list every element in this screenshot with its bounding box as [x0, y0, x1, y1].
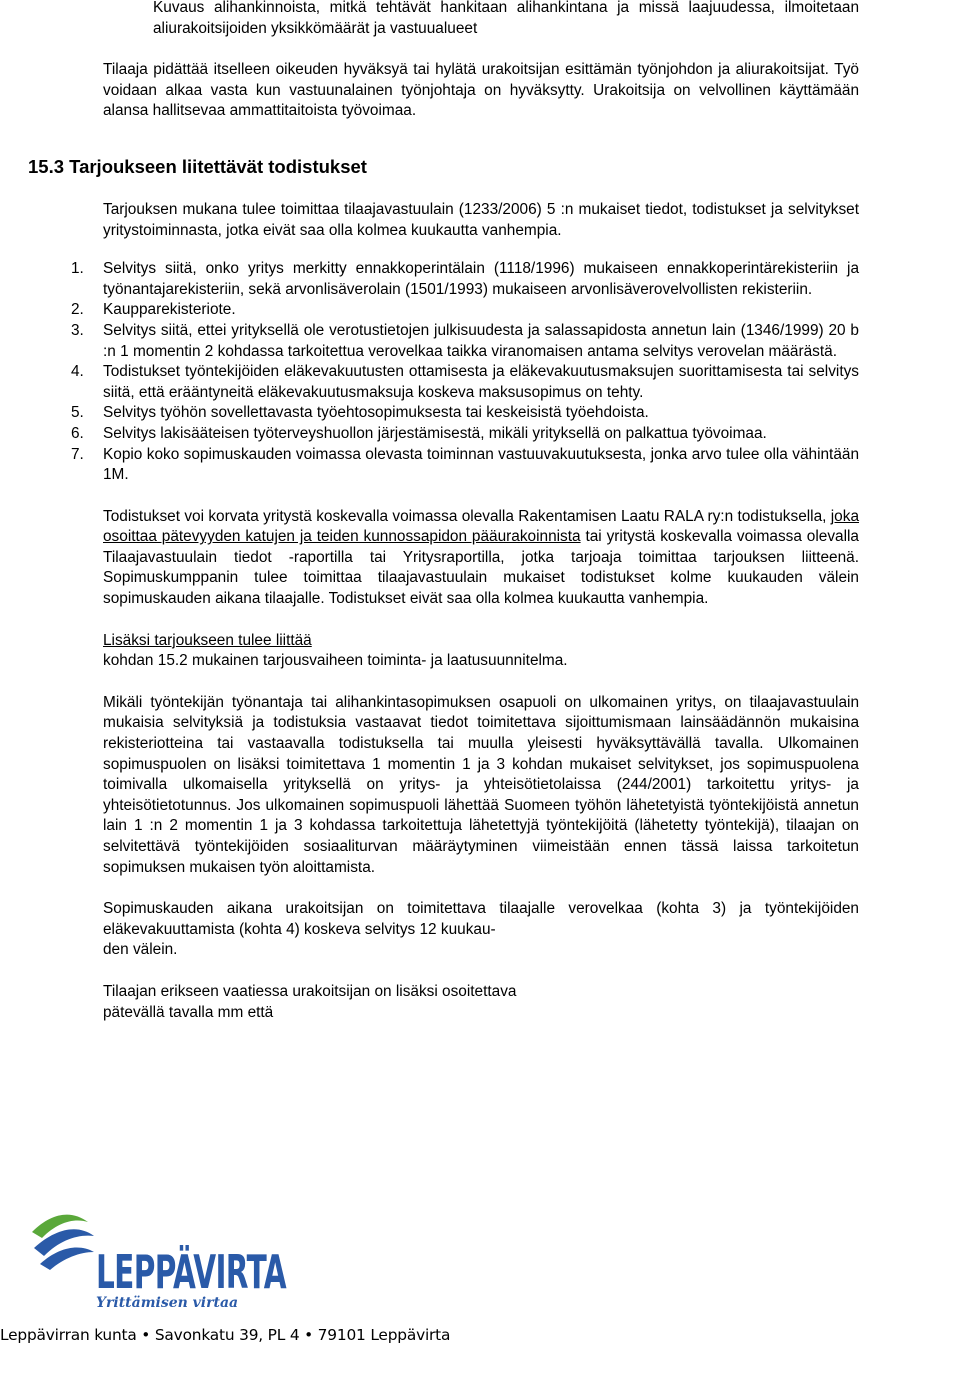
- reporting-line-1: Sopimuskauden aikana urakoitsijan on toimitettava tilaajalle verovelkaa (kohta 3) ja työntekijöiden eläkevakuuttamista (kohta 4) koskeva selvitys 12 kuukau-: [103, 900, 859, 938]
- foreign-company-paragraph: Mikäli työntekijän työnantaja tai alihankintasopimuksen osapuoli on ulkomainen yritys, on tilaajavastuulain mukaisia selvityksiä ja todistuksia vastaavat tiedot toimitettava sijoittumismaan lainsäädännön mukaisina rekisteriotteina tai vastaavalla todistuksella tai muulla yleisesti hyväksyttävällä tavalla. Ulkomainen sopimuspuolen on lisäksi toimitettava 1 momentin 1 ja 3 kohdan mukaiset selvitykset, jos sopimuspuolena toimivalla ulkomaisella yrityksellä on yritys- ja yhteisötietolaissa (244/2001) tarkoitettu yritys- ja yhteisötietotunnus. Jos ulkomainen sopimuspuoli lähettää Suomeen työhön lähetetyistä työntekijöistä annetun lain 1 :n 2 momentin 1 ja 3 kohdassa tarkoitettuja lähetettyjä työntekijöitä (lähetetty työntekijä), tilaajan on selvitettävä työntekijöiden sosiaaliturvan määräytyminen viimeistään ennen tässä laissa tarkoitetun sopimuksen mukaisen työn aloittamista.: [103, 693, 859, 876]
- list-item: [71, 445, 859, 486]
- rala-underlined-text: joka osoittaa pätevyyden katujen ja teiden kunnossapidon pääurakoinnista: [103, 507, 859, 546]
- intro-paragraph: Kuvaus alihankinnoista, mitkä tehtävät hankitaan alihankintana ja missä laajuudessa, ilmoitetaan aliurakoitsijoiden yksikkömäärät ja vastuualueet: [153, 0, 859, 37]
- list-item-text: Selvitys siitä, onko yritys merkitty ennakkoperintälain (1118/1996) mukaiseen ennakkoperintärekisteriin ja työnantajarekisteriin, sekä arvonlisäverolain (1501/1993) mukaiseen arvonlisäverovelvollisten rekisteriin.: [103, 260, 859, 298]
- reporting-paragraph: [103, 899, 859, 961]
- leppavirta-logo: [30, 1208, 290, 1314]
- additional-attachments: [103, 631, 859, 672]
- list-item-text: Todistukset työntekijöiden eläkevakuutusten ottamisesta ja eläkevakuutusmaksujen suorittamisesta tai selvitys siitä, että erääntyneitä eläkevakuutusmaksuja koskeva maksusopimus on tehty.: [103, 363, 859, 401]
- svg-text:Yrittämisen virtaa: Yrittämisen virtaa: [96, 1295, 239, 1311]
- list-item-text: Selvitys siitä, ettei yrityksellä ole verotustietojen julkisuudesta ja salassapidosta annetun lain (1346/1999) 20 b :n 1 momentin 2 kohdassa tarkoitettua verovelkaa taikka viranomaisen antama selvitys verovelan määrästä.: [103, 321, 859, 360]
- list-item-number: 2.: [71, 301, 84, 319]
- list-item-text: Kaupparekisteriote.: [103, 301, 236, 319]
- list-item-number: 5.: [71, 404, 84, 422]
- section-heading: 15.3 Tarjoukseen liitettävät todistukset: [28, 155, 367, 177]
- list-item: [71, 259, 859, 300]
- rala-text-before: Todistukset voi korvata yritystä koskevalla voimassa olevalla Rakentamisen Laatu RALA ry:n todistuksella,: [103, 507, 831, 525]
- rala-text-after: tai yritystä koskevalla voimassa olevalla Tilaajavastuulain tiedot -raportilla tai Yritysraportilla, jotka tarjoaja toimittaa tarjouksen liitteenä. Sopimuskumppanin tulee toimittaa tilaajavastuulain mukaiset todistukset kolme kuukauden välein sopimuskauden aikana tilaajalle. Todistukset eivät saa olla kolmea kuukautta vanhempia.: [103, 528, 859, 608]
- list-item-number: 3.: [71, 321, 84, 339]
- list-item-number: 4.: [71, 363, 84, 381]
- list-item: [71, 362, 859, 403]
- demand-line-2: pätevällä tavalla mm että: [103, 1003, 274, 1021]
- demand-line-1: Tilaajan erikseen vaatiessa urakoitsijan on lisäksi osoitettava: [103, 982, 517, 1000]
- list-item: [71, 321, 859, 362]
- list-item-number: 7.: [71, 445, 84, 463]
- contractor-approval-paragraph: Tilaaja pidättää itselleen oikeuden hyväksyä tai hylätä urakoitsijan esittämän työnjohdon ja aliurakoitsijat. Työ voidaan alkaa vasta kun vastuunalainen työnjohtaja on hyväksytty. Urakoitsija on velvollinen käyttämään alansa hallitsevaa ammattitaitoista työvoimaa.: [103, 61, 859, 120]
- list-item-text: Selvitys työhön sovellettavasta työehtosopimuksesta tai keskeisistä työehdoista.: [103, 404, 649, 422]
- additional-attachments-heading: Lisäksi tarjoukseen tulee liittää: [103, 631, 312, 649]
- demand-paragraph: [103, 982, 859, 1023]
- rala-paragraph: [103, 507, 859, 610]
- list-item: [71, 300, 859, 321]
- list-item-text: Kopio koko sopimuskauden voimassa olevasta toiminnan vastuuvakuutuksesta, jonka arvo tulee olla vähintään 1M.: [103, 445, 859, 484]
- footer-address: Leppävirran kunta • Savonkatu 39, PL 4 • 79101 Leppävirta: [0, 1326, 451, 1344]
- list-item-text: Selvitys lakisääteisen työterveyshuollon järjestämisestä, mikäli yrityksellä on palkattua työvoimaa.: [103, 424, 767, 442]
- wave-logo-icon: [30, 1208, 290, 1314]
- reporting-line-2: den välein.: [103, 941, 178, 959]
- certificates-intro-paragraph: Tarjouksen mukana tulee toimittaa tilaajavastuulain (1233/2006) 5 :n mukaiset tiedot, todistukset ja selvitykset yritystoiminnasta, jotka eivät saa olla kolmea kuukautta vanhempia.: [103, 200, 859, 239]
- certificate-list: [71, 259, 859, 486]
- additional-attachments-text: kohdan 15.2 mukainen tarjousvaiheen toiminta- ja laatusuunnitelma.: [103, 652, 568, 670]
- svg-text:LEPPÄVIRTA: LEPPÄVIRTA: [96, 1245, 287, 1299]
- list-item: [71, 424, 859, 445]
- list-item: [71, 403, 859, 424]
- list-item-number: 1.: [71, 260, 84, 278]
- list-item-number: 6.: [71, 424, 84, 442]
- document-body: [28, 0, 859, 1023]
